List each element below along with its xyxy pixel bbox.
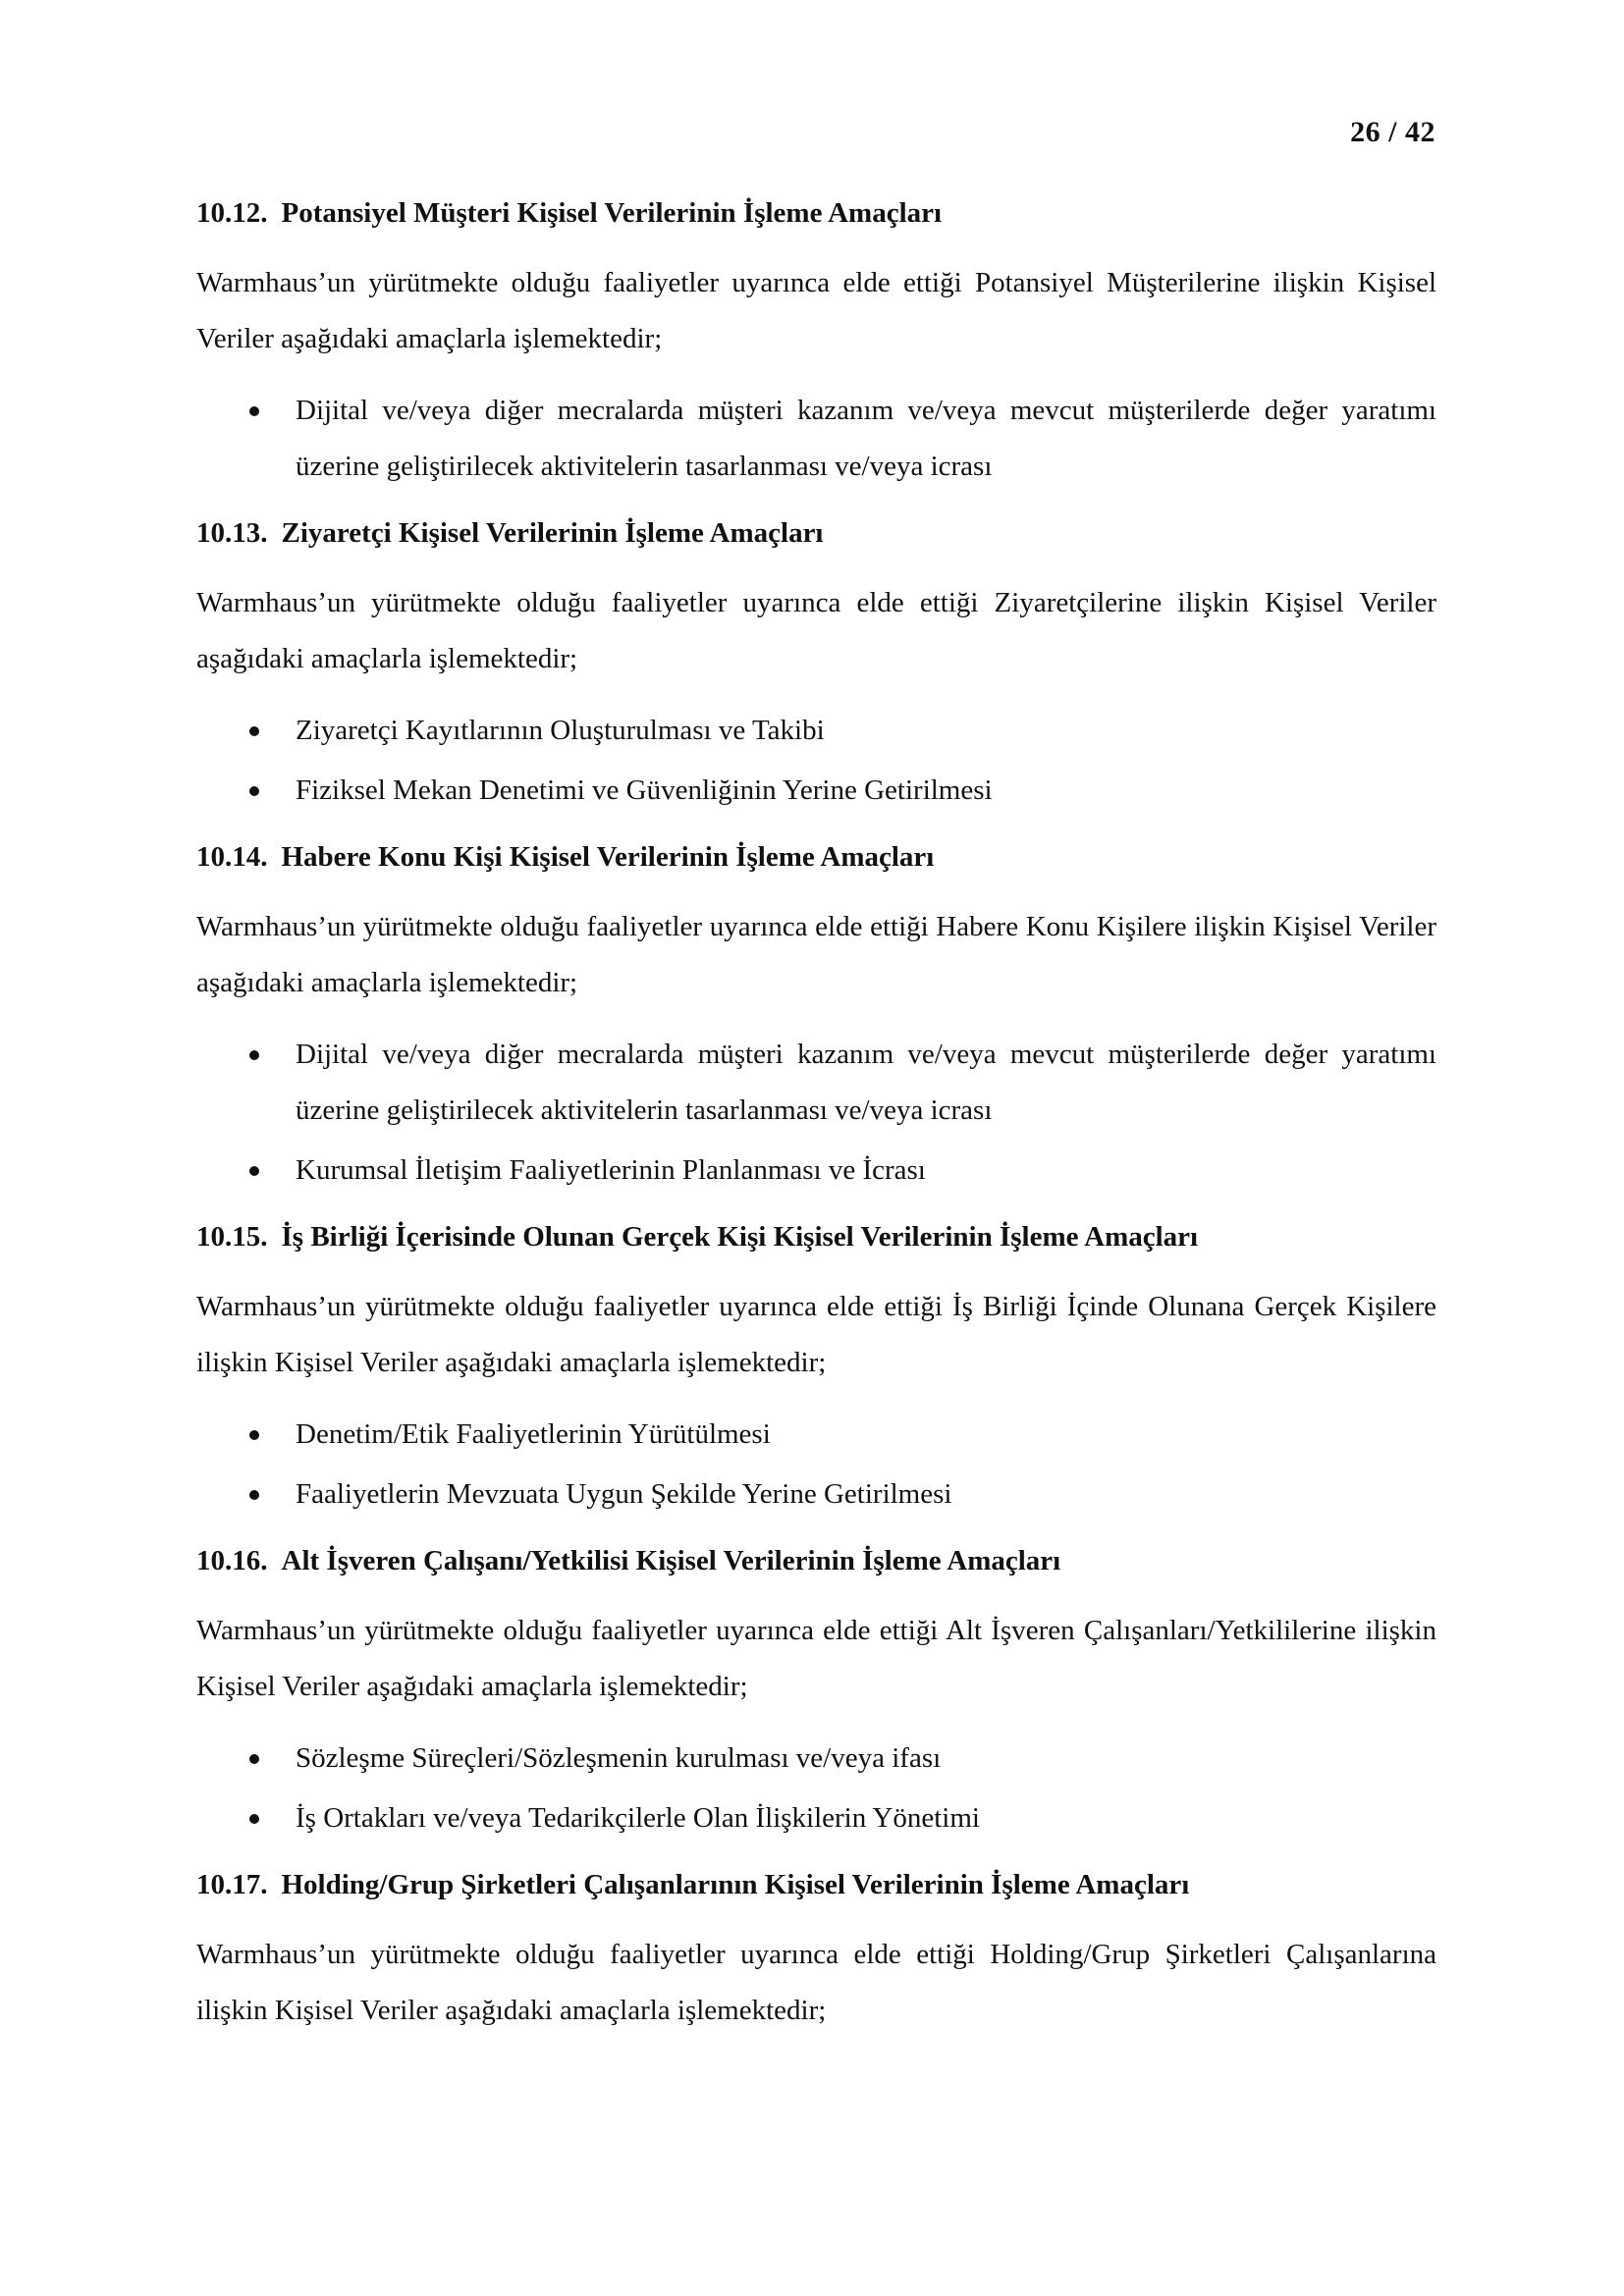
list-item bbox=[196, 1407, 1436, 1463]
bullet-icon bbox=[249, 1050, 259, 1060]
section-10-13 bbox=[196, 514, 1436, 819]
section-intro: Warmhaus’un yürütmekte olduğu faaliyetler uyarınca elde ettiği Holding/Grup Şirketleri Çalışanlarına ilişkin Kişisel Veriler aşağıdaki amaçlarla işlemektedir; bbox=[196, 1939, 1436, 2026]
bullet-list bbox=[196, 383, 1436, 495]
bullet-list bbox=[196, 703, 1436, 819]
section-number: 10.14. bbox=[196, 841, 268, 873]
bullet-icon bbox=[249, 1430, 259, 1440]
section-heading bbox=[196, 1866, 1436, 1903]
section-10-15 bbox=[196, 1218, 1436, 1522]
section-10-17 bbox=[196, 1866, 1436, 2039]
list-item-text: Fiziksel Mekan Denetimi ve Güvenliğinin Yerine Getirilmesi bbox=[296, 774, 993, 806]
list-item bbox=[196, 1731, 1436, 1787]
list-item-text: Denetim/Etik Faaliyetlerinin Yürütülmesi bbox=[296, 1418, 771, 1450]
section-number: 10.13. bbox=[196, 517, 268, 549]
bullet-list bbox=[196, 1731, 1436, 1846]
section-heading bbox=[196, 194, 1436, 232]
section-number: 10.17. bbox=[196, 1869, 268, 1900]
bullet-list bbox=[196, 1027, 1436, 1199]
bullet-icon bbox=[249, 1490, 259, 1500]
section-heading bbox=[196, 838, 1436, 876]
bullet-icon bbox=[249, 406, 259, 416]
bullet-icon bbox=[249, 1754, 259, 1764]
list-item-text: İş Ortakları ve/veya Tedarikçilerle Olan İlişkilerin Yönetimi bbox=[296, 1802, 980, 1834]
section-number: 10.16. bbox=[196, 1545, 268, 1576]
list-item-text: Ziyaretçi Kayıtlarının Oluşturulması ve Takibi bbox=[296, 715, 825, 746]
list-item-text: Faaliyetlerin Mevzuata Uygun Şekilde Yerine Getirilmesi bbox=[296, 1478, 952, 1510]
section-10-16 bbox=[196, 1542, 1436, 1846]
section-title: İş Birliği İçerisinde Olunan Gerçek Kişi Kişisel Verilerinin İşleme Amaçları bbox=[281, 1221, 1199, 1253]
list-item-text: Dijital ve/veya diğer mecralarda müşteri kazanım ve/veya mevcut müşterilerde değer yaratımı üzerine geliştirilecek aktivitelerin tasarlanması ve/veya icrası bbox=[296, 395, 1436, 482]
section-title: Holding/Grup Şirketleri Çalışanlarının Kişisel Verilerinin İşleme Amaçları bbox=[281, 1869, 1190, 1900]
section-title: Potansiyel Müşteri Kişisel Verilerinin İşleme Amaçları bbox=[281, 197, 943, 229]
list-item bbox=[196, 1790, 1436, 1846]
list-item-text: Kurumsal İletişim Faaliyetlerinin Planlanması ve İcrası bbox=[296, 1154, 926, 1186]
section-intro: Warmhaus’un yürütmekte olduğu faaliyetler uyarınca elde ettiği Alt İşveren Çalışanları/Yetkililerine ilişkin Kişisel Veriler aşağıdaki amaçlarla işlemektedir; bbox=[196, 1615, 1436, 1702]
list-item bbox=[196, 703, 1436, 759]
section-heading bbox=[196, 514, 1436, 552]
section-heading bbox=[196, 1218, 1436, 1255]
section-number: 10.12. bbox=[196, 197, 268, 229]
list-item bbox=[196, 1027, 1436, 1139]
section-number: 10.15. bbox=[196, 1221, 268, 1253]
section-title: Habere Konu Kişi Kişisel Verilerinin İşleme Amaçları bbox=[281, 841, 935, 873]
section-intro: Warmhaus’un yürütmekte olduğu faaliyetler uyarınca elde ettiği Ziyaretçilerine ilişkin Kişisel Veriler aşağıdaki amaçlarla işlemektedir; bbox=[196, 587, 1436, 674]
bullet-icon bbox=[249, 1814, 259, 1824]
section-heading bbox=[196, 1542, 1436, 1579]
section-title: Alt İşveren Çalışanı/Yetkilisi Kişisel Verilerinin İşleme Amaçları bbox=[281, 1545, 1061, 1576]
section-10-12 bbox=[196, 194, 1436, 495]
section-10-14 bbox=[196, 838, 1436, 1199]
bullet-icon bbox=[249, 786, 259, 796]
list-item-text: Dijital ve/veya diğer mecralarda müşteri kazanım ve/veya mevcut müşterilerde değer yaratımı üzerine geliştirilecek aktivitelerin tasarlanması ve/veya icrası bbox=[296, 1039, 1436, 1126]
list-item bbox=[196, 1143, 1436, 1199]
bullet-icon bbox=[249, 1166, 259, 1176]
section-intro: Warmhaus’un yürütmekte olduğu faaliyetler uyarınca elde ettiği Potansiyel Müşterilerine ilişkin Kişisel Veriler aşağıdaki amaçlarla işlemektedir; bbox=[196, 267, 1436, 354]
bullet-icon bbox=[249, 726, 259, 736]
list-item bbox=[196, 1467, 1436, 1522]
section-title: Ziyaretçi Kişisel Verilerinin İşleme Amaçları bbox=[281, 517, 824, 549]
section-intro: Warmhaus’un yürütmekte olduğu faaliyetler uyarınca elde ettiği Habere Konu Kişilere ilişkin Kişisel Veriler aşağıdaki amaçlarla işlemektedir; bbox=[196, 911, 1436, 998]
list-item-text: Sözleşme Süreçleri/Sözleşmenin kurulması ve/veya ifası bbox=[296, 1742, 942, 1774]
section-intro: Warmhaus’un yürütmekte olduğu faaliyetler uyarınca elde ettiği İş Birliği İçinde Olunana Gerçek Kişilere ilişkin Kişisel Veriler aşağıdaki amaçlarla işlemektedir; bbox=[196, 1291, 1436, 1378]
document-body bbox=[196, 194, 1436, 2055]
list-item bbox=[196, 763, 1436, 819]
list-item bbox=[196, 383, 1436, 495]
page-number: 26 / 42 bbox=[1350, 116, 1435, 148]
bullet-list bbox=[196, 1407, 1436, 1522]
